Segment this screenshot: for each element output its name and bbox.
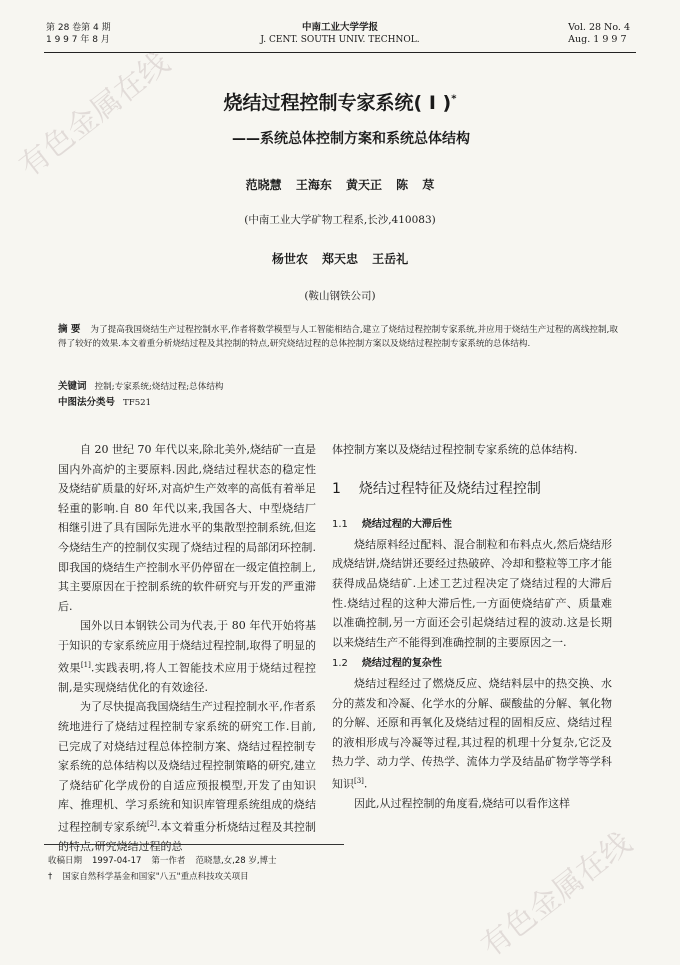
subsection-heading — [332, 515, 612, 535]
first-author-info: 范晓慧,女,28 岁,博士 — [195, 856, 277, 866]
received-date: 1997-04-17 — [92, 856, 142, 866]
keywords-text: 控制;专家系统;烧结过程;总体结构 — [94, 382, 224, 392]
keywords-label: 关键词 — [58, 381, 87, 392]
volume-cn: 第 28 卷第 4 期 — [46, 23, 111, 33]
footnote-rule — [44, 844, 344, 845]
paper-title: 烧结过程控制专家系统( I )* — [223, 92, 457, 114]
watermark: 有色金属在线 — [474, 825, 639, 964]
affiliation-1: (中南工业大学矿物工程系,长沙,410083) — [244, 214, 436, 226]
citation: [1] — [80, 660, 91, 669]
abstract-label: 摘 要 — [58, 324, 81, 335]
classification — [58, 394, 151, 408]
funding-text: 国家自然科学基金和国家"八五"重点科技攻关项目 — [62, 872, 249, 882]
journal-issue-cn — [46, 22, 111, 46]
abstract — [58, 323, 618, 351]
authors-group-1: 范晓慧 王海东 黄天正 陈 荩 — [245, 178, 435, 192]
journal-issue-en — [568, 22, 630, 46]
footnote-received — [48, 854, 287, 866]
journal-name — [200, 22, 480, 46]
keywords — [58, 378, 224, 392]
journal-name-en: J. CENT. SOUTH UNIV. TECHNOL. — [260, 35, 420, 45]
date-en: Aug. 1 9 9 7 — [568, 34, 627, 45]
authors-group-2: 杨世农 郑天忠 王岳礼 — [271, 252, 409, 266]
body-paragraph: 为了尽快提高我国烧结生产过程控制水平,作者系统地进行了烧结过程控制专家系统的研究工作.目前,已完成了对烧结过程总体控制方案、烧结过程控制专家系统的总体结构以及烧结过程控制策略的研究,建立了烧结矿化学成份的自适应预报模型,开发了由知识库、推理机、学习系统和知识库管理系统组成的烧结过程控制专家系统[2].本文着重分析烧结过程及其控制的特点,研究烧结过程的总 — [58, 700, 316, 854]
right-column — [332, 440, 612, 814]
header-rule — [44, 52, 636, 53]
section-title: 烧结过程特征及烧结过程控制 — [358, 480, 541, 497]
journal-name-cn: 中南工业大学学报 — [301, 22, 378, 33]
volume-en: Vol. 28 No. 4 — [568, 22, 630, 33]
body-paragraph: 体控制方案以及烧结过程控制专家系统的总体结构. — [332, 443, 578, 456]
received-label: 收稿日期 — [48, 856, 83, 866]
date-cn: 1 9 9 7 年 8 月 — [46, 35, 110, 45]
left-column — [58, 440, 316, 857]
body-paragraph: 烧结原料经过配料、混合制粒和布料点火,然后烧结形成烧结饼,烧结饼还要经过热破碎、冷却和整粒等工序才能获得成品烧结矿.上述工艺过程决定了烧结过程的大滞后性.烧结过程的这种大滞后性,一方面使烧结矿产、质量难以准确控制,另一方面还会引起烧结过程的波动.这是长期以来烧结生产不能得到准确控制的主要原因之一. — [332, 537, 612, 649]
first-author-label: 第一作者 — [151, 856, 186, 866]
subsection-number: 1.1 — [332, 519, 348, 531]
subsection-number: 1.2 — [332, 658, 348, 670]
body-paragraph: 自 20 世纪 70 年代以来,除北美外,烧结矿一直是国内外高炉的主要原料.因此,烧结过程状态的稳定性及烧结矿质量的好坏,对高炉生产效率的高低有着举足轻重的影响.自 80 年代以来,我国各大、中型烧结厂相继引进了具有国际先进水平的集散型控制系统,但迄今烧结生产的控制仅实现了烧结过程的局部闭环控制.即我国的烧结生产控制水平仍停留在一级定值控制上,其主要原因在于控制系统的软件研究与开发的严重滞后. — [58, 443, 316, 613]
subsection-title: 烧结过程的大滞后性 — [361, 519, 452, 531]
affiliation-2: (鞍山钢铁公司) — [304, 290, 376, 302]
section-number: 1 — [332, 480, 341, 497]
body-paragraph: 烧结过程经过了燃烧反应、烧结料层中的热交换、水分的蒸发和冷凝、化学水的分解、碳酸盐的分解、氧化物的分解、还原和再氧化及烧结过程的固相反应、烧结过程的液相形成与冷凝等过程,其过程的机理十分复杂,它泛及热力学、动力学、传热学、流体力学及结晶矿物学等学科知识[3]. — [332, 676, 612, 791]
body-paragraph: 因此,从过程控制的角度看,烧结可以看作这样 — [354, 797, 570, 811]
subsection-title: 烧结过程的复杂性 — [361, 658, 442, 670]
watermark: 有色金属在线 — [12, 45, 177, 184]
classification-code: TF521 — [123, 398, 152, 408]
body-paragraph: 国外以日本钢铁公司为代表,于 80 年代开始将基于知识的专家系统应用于烧结过程控制,取得了明显的效果[1].实践表明,将人工智能技术应用于烧结过程控制,是实现烧结优化的有效途径. — [58, 619, 316, 694]
funding-mark: † — [48, 872, 53, 882]
paper-subtitle: ——系统总体控制方案和系统总体结构 — [232, 131, 470, 147]
abstract-text: 为了提高我国烧结生产过程控制水平,作者将数学模型与人工智能相结合,建立了烧结过程控制专家系统,并应用于烧结生产过程的离线控制,取得了较好的效果.本文着重分析烧结过程及其控制的特点,研究烧结过程的总体控制方案以及烧结过程控制专家系统的总体结构. — [58, 325, 618, 349]
citation: [3] — [354, 776, 364, 785]
section-heading — [332, 480, 612, 500]
citation: [2] — [146, 819, 157, 828]
classification-label: 中图法分类号 — [58, 397, 116, 408]
subsection-heading — [332, 654, 612, 674]
title-footnote-mark: * — [451, 93, 457, 105]
footnote-funding — [48, 870, 259, 882]
